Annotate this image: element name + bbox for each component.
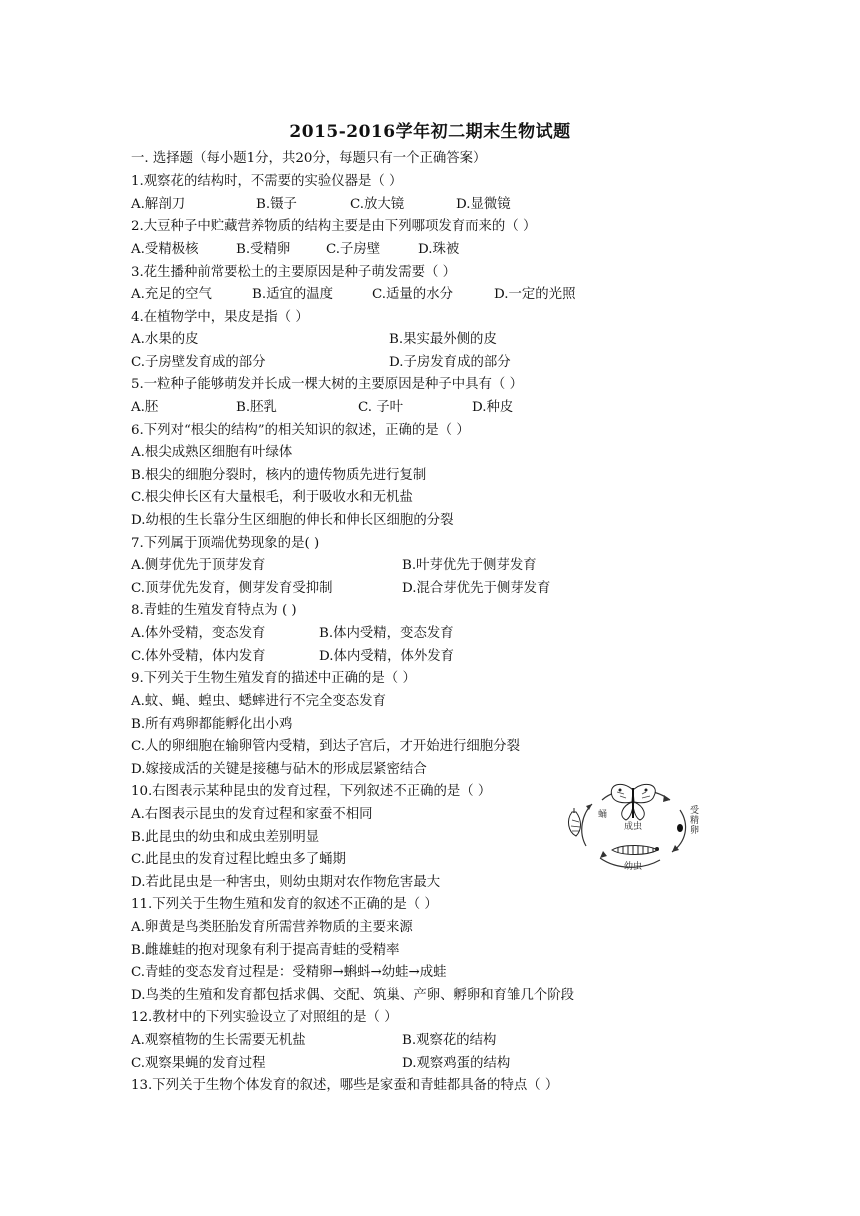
- question-stem: 7.下列属于顶端优势现象的是( ): [131, 536, 320, 551]
- option-d: D.子房发育成的部分: [389, 355, 511, 370]
- option-c: C.放大镜: [350, 197, 405, 212]
- option-c: C.子房壁: [326, 242, 381, 257]
- option-c: C.人的卵细胞在输卵管内受精，到达子宫后，才开始进行细胞分裂: [131, 739, 520, 754]
- pupa-icon: [569, 808, 581, 836]
- caterpillar-icon: [612, 846, 659, 855]
- egg-icon: [677, 824, 683, 832]
- butterfly-icon: [611, 784, 655, 820]
- option-b: B.雌雄蛙的抱对现象有利于提高青蛙的受精率: [131, 943, 400, 958]
- question-stem: 11.下列关于生物生殖和发育的叙述不正确的是（ ）: [131, 897, 438, 912]
- option-a: A.解剖刀: [131, 197, 186, 212]
- pupa-label: 蛹: [598, 810, 608, 820]
- question-stem: 5.一粒种子能够萌发并长成一棵大树的主要原因是种子中具有（ ）: [131, 377, 523, 392]
- option-b: B.体内受精，变态发育: [319, 626, 454, 641]
- option-d: D.观察鸡蛋的结构: [402, 1056, 511, 1071]
- option-d: D.一定的光照: [494, 287, 576, 302]
- option-a: A.受精极核: [131, 242, 199, 257]
- option-a: A.蚊、蝇、蝗虫、蟋蟀进行不完全变态发育: [131, 694, 386, 709]
- option-d: D.混合芽优先于侧芽发育: [402, 581, 551, 596]
- option-a: A.水果的皮: [131, 332, 199, 347]
- option-a: A.充足的空气: [131, 287, 212, 302]
- option-d: D.若此昆虫是一种害虫，则幼虫期对农作物危害最大: [131, 875, 441, 890]
- option-c: C.根尖伸长区有大量根毛，利于吸收水和无机盐: [131, 490, 413, 505]
- question-stem: 1.观察花的结构时，不需要的实验仪器是（ ）: [131, 174, 403, 189]
- option-c: C.青蛙的变态发育过程是：受精卵→蝌蚪→幼蛙→成蛙: [131, 965, 447, 980]
- option-b: B.受精卵: [236, 242, 291, 257]
- option-d: D.珠被: [418, 242, 460, 257]
- insect-life-cycle-figure: [562, 780, 704, 876]
- option-c: C.体外受精，体内发育: [131, 649, 266, 664]
- question-stem: 13.下列关于生物个体发育的叙述，哪些是家蚕和青蛙都具备的特点（ ）: [131, 1078, 559, 1093]
- option-b: B.果实最外侧的皮: [389, 332, 497, 347]
- question-stem: 10.右图表示某种昆虫的发育过程，下列叙述不正确的是（ ）: [131, 784, 492, 799]
- option-d: D.种皮: [472, 400, 514, 415]
- option-a: A.观察植物的生长需要无机盐: [131, 1033, 306, 1048]
- option-a: A.侧芽优先于顶芽发育: [131, 558, 266, 573]
- option-a: A.右图表示昆虫的发育过程和家蚕不相同: [131, 807, 373, 822]
- question-stem: 9.下列关于生物生殖发育的描述中正确的是（ ）: [131, 671, 416, 686]
- option-a: A.胚: [131, 400, 159, 415]
- option-d: D.体内受精，体外发育: [319, 649, 455, 664]
- section-heading: 一. 选择题（每小题1分，共20分，每题只有一个正确答案）: [131, 151, 487, 166]
- option-d: D.鸟类的生殖和发育都包括求偶、交配、筑巢、产卵、孵卵和育雏几个阶段: [131, 988, 575, 1003]
- question-stem: 6.下列对“根尖的结构”的相关知识的叙述，正确的是（ ）: [131, 423, 470, 438]
- option-a: A.卵黄是鸟类胚胎发育所需营养物质的主要来源: [131, 920, 413, 935]
- question-stem: 2.大豆种子中贮藏营养物质的结构主要是由下列哪项发育而来的（ ）: [131, 219, 537, 234]
- option-d: D.显微镜: [456, 197, 511, 212]
- option-c: C.子房壁发育成的部分: [131, 355, 266, 370]
- option-b: B.适宜的温度: [252, 287, 334, 302]
- option-b: B.胚乳: [236, 400, 277, 415]
- larva-label: 幼虫: [624, 862, 643, 872]
- option-b: B.叶芽优先于侧芽发育: [402, 558, 537, 573]
- option-c: C.顶芽优先发育，侧芽发育受抑制: [131, 581, 333, 596]
- question-stem: 3.花生播种前常要松土的主要原因是种子萌发需要（ ）: [131, 265, 457, 280]
- option-c: C.适量的水分: [372, 287, 453, 302]
- option-a: A.体外受精，变态发育: [131, 626, 266, 641]
- option-a: A.根尖成熟区细胞有叶绿体: [131, 445, 293, 460]
- option-c: C.观察果蝇的发育过程: [131, 1056, 266, 1071]
- option-b: B.所有鸡卵都能孵化出小鸡: [131, 717, 293, 732]
- option-d: D.嫁接成活的关键是接穗与砧木的形成层紧密结合: [131, 762, 427, 777]
- option-b: B.观察花的结构: [402, 1033, 497, 1048]
- adult-label: 成虫: [624, 822, 643, 832]
- question-stem: 12.教材中的下列实验设立了对照组的是（ ）: [131, 1010, 398, 1025]
- exam-title: 2015-2016学年初二期末生物试题: [289, 122, 571, 142]
- option-c: C. 子叶: [358, 400, 404, 415]
- egg-label: 受精卵: [690, 806, 700, 836]
- question-stem: 8.青蛙的生殖发育特点为 ( ): [131, 603, 297, 618]
- option-b: B.镊子: [256, 197, 297, 212]
- option-b: B.此昆虫的幼虫和成虫差别明显: [131, 830, 320, 845]
- question-stem: 4.在植物学中，果皮是指（ ）: [131, 310, 309, 325]
- option-c: C.此昆虫的发育过程比蝗虫多了蛹期: [131, 852, 346, 867]
- option-b: B.根尖的细胞分裂时，核内的遗传物质先进行复制: [131, 468, 427, 483]
- option-d: D.幼根的生长靠分生区细胞的伸长和伸长区细胞的分裂: [131, 513, 454, 528]
